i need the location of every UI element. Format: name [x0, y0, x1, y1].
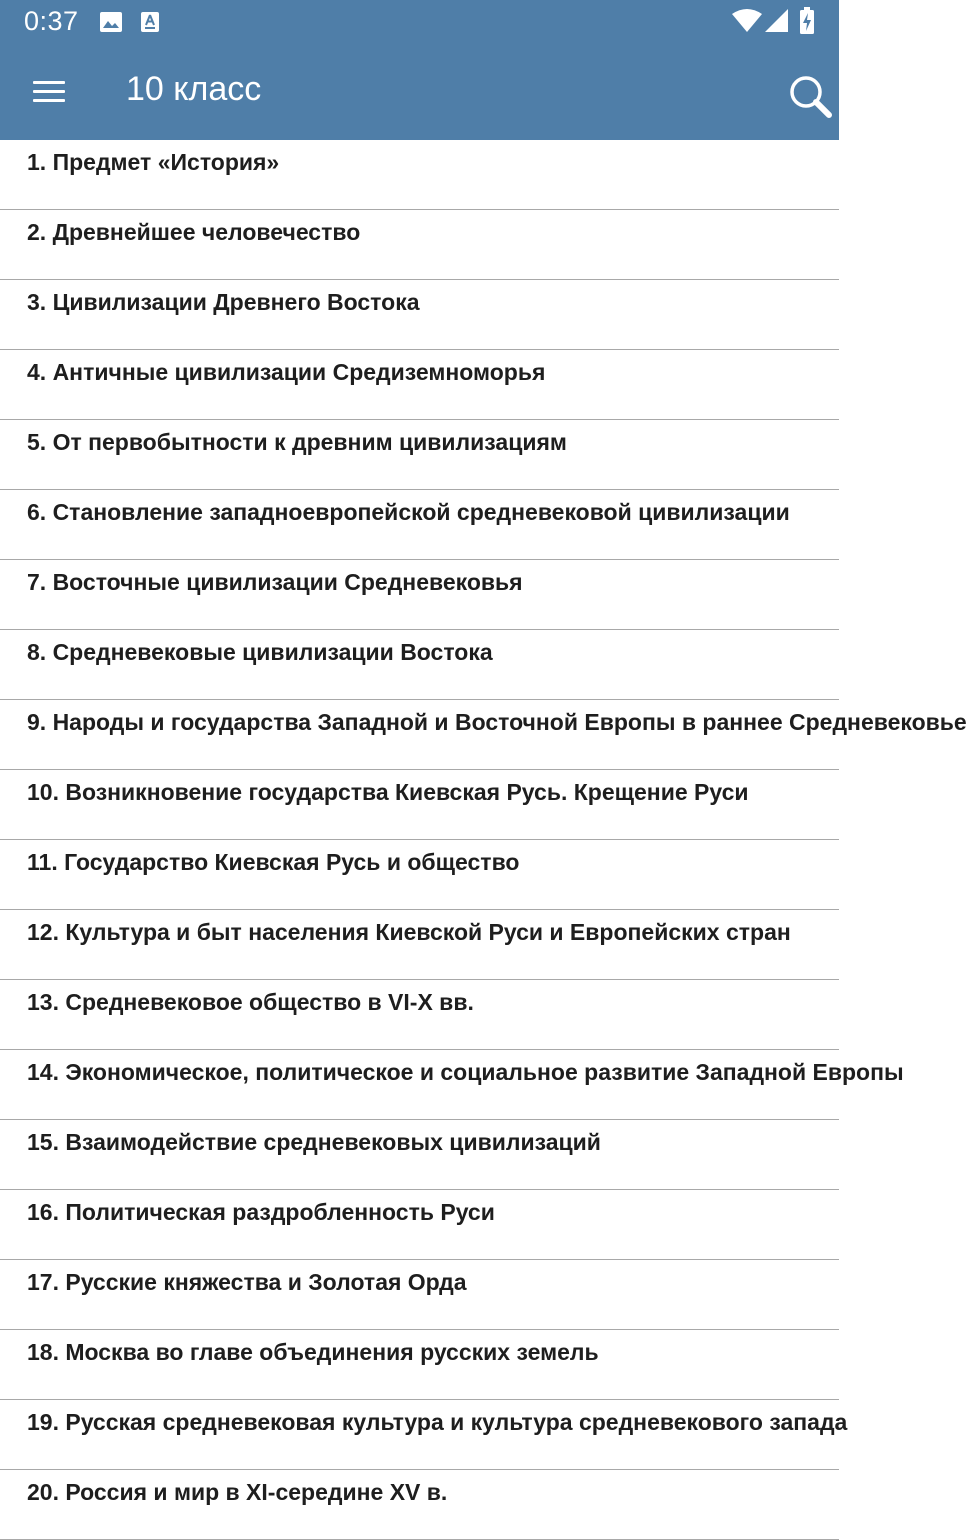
status-time: 0:37 [24, 6, 79, 36]
search-icon [792, 78, 829, 115]
list-item-label: 9. Народы и государства Западной и Восточной Европы в раннее Средневековье [27, 709, 967, 735]
page-title: 10 класс [126, 70, 262, 108]
download-notification-icon [140, 11, 160, 33]
list-item-label: 4. Античные цивилизации Средиземноморья [27, 359, 546, 385]
list-item[interactable] [0, 1050, 904, 1120]
topic-list [0, 140, 967, 1540]
list-item-label: 17. Русские княжества и Золотая Орда [27, 1269, 467, 1295]
list-item[interactable] [0, 770, 839, 840]
image-notification-icon [99, 11, 123, 33]
wifi-icon [732, 9, 762, 33]
list-item-label: 3. Цивилизации Древнего Востока [27, 289, 420, 315]
list-item-label: 7. Восточные цивилизации Средневековья [27, 569, 523, 595]
list-item[interactable] [0, 420, 839, 490]
cellular-signal-icon [765, 9, 789, 33]
list-item-label: 19. Русская средневековая культура и культура средневекового запада [27, 1409, 848, 1435]
battery-charging-icon [799, 7, 815, 35]
list-item[interactable] [0, 1120, 839, 1190]
list-item[interactable] [0, 630, 839, 700]
list-item[interactable] [0, 980, 839, 1050]
list-item-label: 2. Древнейшее человечество [27, 219, 361, 245]
list-item[interactable] [0, 700, 967, 770]
search-button[interactable] [786, 72, 834, 120]
list-item[interactable] [0, 560, 839, 630]
list-item[interactable] [0, 910, 839, 980]
hamburger-menu-icon [33, 81, 65, 84]
list-item-label: 11. Государство Киевская Русь и общество [27, 849, 520, 875]
list-item[interactable] [0, 350, 839, 420]
app-bar [0, 0, 839, 140]
list-item-label: 20. Россия и мир в XI-середине XV в. [27, 1479, 448, 1505]
list-item-label: 6. Становление западноевропейской средневековой цивилизации [27, 499, 790, 525]
list-item[interactable] [0, 210, 839, 280]
list-item-label: 12. Культура и быт населения Киевской Руси и Европейских стран [27, 919, 791, 945]
list-item-label: 8. Средневековые цивилизации Востока [27, 639, 493, 665]
list-item-label: 5. От первобытности к древним цивилизациям [27, 429, 567, 455]
list-item[interactable] [0, 840, 839, 910]
list-item-label: 10. Возникновение государства Киевская Русь. Крещение Руси [27, 779, 749, 805]
toolbar [0, 44, 839, 140]
list-item[interactable] [0, 1470, 839, 1540]
list-item-label: 1. Предмет «История» [27, 149, 280, 175]
list-item-label: 18. Москва во главе объединения русских земель [27, 1339, 599, 1365]
list-item-label: 16. Политическая раздробленность Руси [27, 1199, 495, 1225]
list-item-label: 15. Взаимодействие средневековых цивилизаций [27, 1129, 601, 1155]
list-item[interactable] [0, 1400, 848, 1470]
menu-button[interactable] [26, 72, 72, 112]
list-item-label: 14. Экономическое, политическое и социальное развитие Западной Европы [27, 1059, 904, 1085]
list-item[interactable] [0, 490, 839, 560]
list-item[interactable] [0, 1190, 839, 1260]
list-item[interactable] [0, 280, 839, 350]
list-item[interactable] [0, 1260, 839, 1330]
list-item[interactable] [0, 1330, 839, 1400]
status-bar [0, 0, 839, 44]
list-item-label: 13. Средневековое общество в VI-X вв. [27, 989, 474, 1015]
list-item[interactable] [0, 140, 839, 210]
